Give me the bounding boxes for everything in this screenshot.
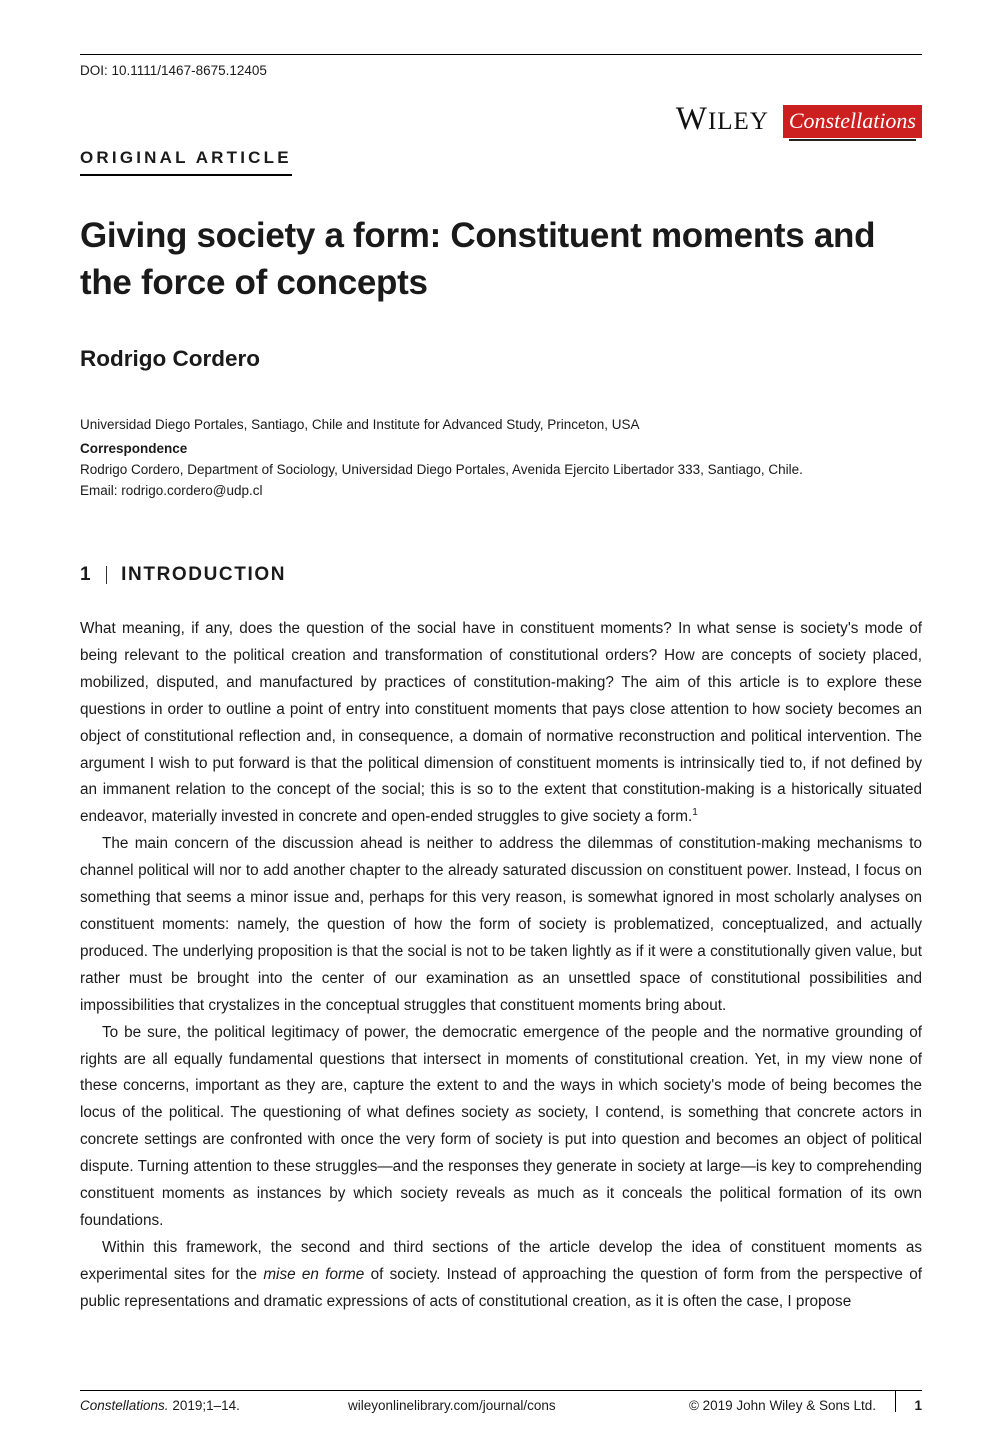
article-type-label: ORIGINAL ARTICLE	[80, 148, 292, 176]
wiley-logo-rest: ILEY	[707, 108, 769, 135]
paragraph-4-text-b: of society. Instead of approaching the question of form from the perspective of public representations and dramatic expressions of acts of constitutional creation, as it is often the case, I propose	[80, 1265, 922, 1310]
author-info	[80, 414, 803, 501]
section-divider	[106, 566, 107, 584]
footer-rule	[80, 1390, 922, 1391]
wiley-logo	[676, 103, 769, 138]
journal-citation: Constellations. 2019;1–14.	[80, 1398, 240, 1413]
author-name: Rodrigo Cordero	[80, 346, 260, 371]
section-number: 1	[80, 564, 93, 585]
logo-group	[676, 103, 922, 138]
paragraph-3-text-a: To be sure, the political legitimacy of power, the democratic emergence of the people and the normative grounding of rights are all equally fundamental questions that intersect in moments of constitutional creation. Yet, in my view none of these concerns, important as they are, capture the extent to and the ways in which society's mode of being becomes the locus of the political. The questioning of what defines society	[80, 1023, 922, 1122]
correspondence-email: Email: rodrigo.cordero@udp.cl	[80, 483, 263, 498]
paragraph-4-text-a: Within this framework, the second and third sections of the article develop the idea of constituent moments as experimental sites for the	[80, 1238, 922, 1283]
footer-divider	[895, 1390, 896, 1412]
page-footer	[80, 1398, 922, 1418]
correspondence-address: Rodrigo Cordero, Department of Sociology, Universidad Diego Portales, Avenida Ejercito Libertador 333, Santiago, Chile.	[80, 462, 803, 477]
paragraph-2: The main concern of the discussion ahead is neither to address the dilemmas of constitution-making mechanisms to channel political will nor to add another chapter to the already saturated discussion on constituent power. Instead, I focus on something that seems a minor issue and, perhaps for this very reason, is somewhat ignored in most scholarly analyses on constituent moments: namely, the question of how the form of society is problematized, conceptualized, and actually produced. The underlying proposition is that the social is not to be taken lightly as if it were a constitutionally given value, but rather must be brought into the center of our examination as an unsettled space of constitutional possibilities and impossibilities that crystalizes in the conceptual struggles that constituent moments bring about.	[80, 835, 922, 1014]
paragraph-4-emphasis: mise en forme	[263, 1265, 365, 1283]
copyright-notice: © 2019 John Wiley & Sons Ltd.	[688, 1398, 876, 1413]
journal-url[interactable]: wileyonlinelibrary.com/journal/cons	[348, 1398, 556, 1413]
paragraph-3	[80, 1020, 922, 1235]
paragraph-1-text: What meaning, if any, does the question of the social have in constituent moments? In what sense is society's mode of being relevant to the political creation and transformation of constitutional orders? How are concepts of society placed, mobilized, disputed, and manufactured by practices of constitution-making? The aim of this article is to explore these questions in order to outline a point of entry into constituent moments that pays close attention to how society becomes an object of constitutional reflection and, in consequence, a domain of normative reconstruction and political intervention. The argument I wish to put forward is that the political dimension of constituent moments is intrinsically tied to, if not defined by an immanent relation to the concept of the social; this is so to the extent that constitution-making is a historically situated endeavor, materially invested in concrete and open-ended struggles to give society a form.	[80, 620, 922, 826]
correspondence-heading: Correspondence	[80, 441, 188, 456]
section-title: INTRODUCTION	[121, 564, 287, 585]
footnote-marker[interactable]: 1	[692, 807, 698, 819]
article-title: Giving society a form: Constituent moments and the force of concepts	[80, 216, 876, 302]
section-heading	[80, 564, 286, 586]
paragraph-3-text-b: society, I contend, is something that concrete actors in concrete settings are confronted with once the very form of society is put into question and becomes an object of political dispute. Turning attention to these struggles—and the responses they generate in society at large—is key to comprehending constituent moments as instances by which society reveals as much as it conceals the political formation of its own foundations.	[80, 1104, 922, 1229]
journal-citation-text: Constellations.	[80, 1398, 169, 1413]
wiley-logo-initial: W	[675, 101, 708, 137]
paragraph-3-emphasis: as	[515, 1104, 532, 1122]
journal-logo: Constellations	[783, 105, 922, 138]
affiliation: Universidad Diego Portales, Santiago, Chile and Institute for Advanced Study, Princeton, USA	[80, 417, 640, 432]
page-number: 1	[914, 1398, 922, 1413]
paragraph-4	[80, 1235, 922, 1316]
paragraph-1	[80, 616, 922, 831]
body-text	[80, 616, 922, 1316]
doi: DOI: 10.1111/1467-8675.12405	[80, 63, 267, 78]
top-rule	[80, 54, 922, 55]
